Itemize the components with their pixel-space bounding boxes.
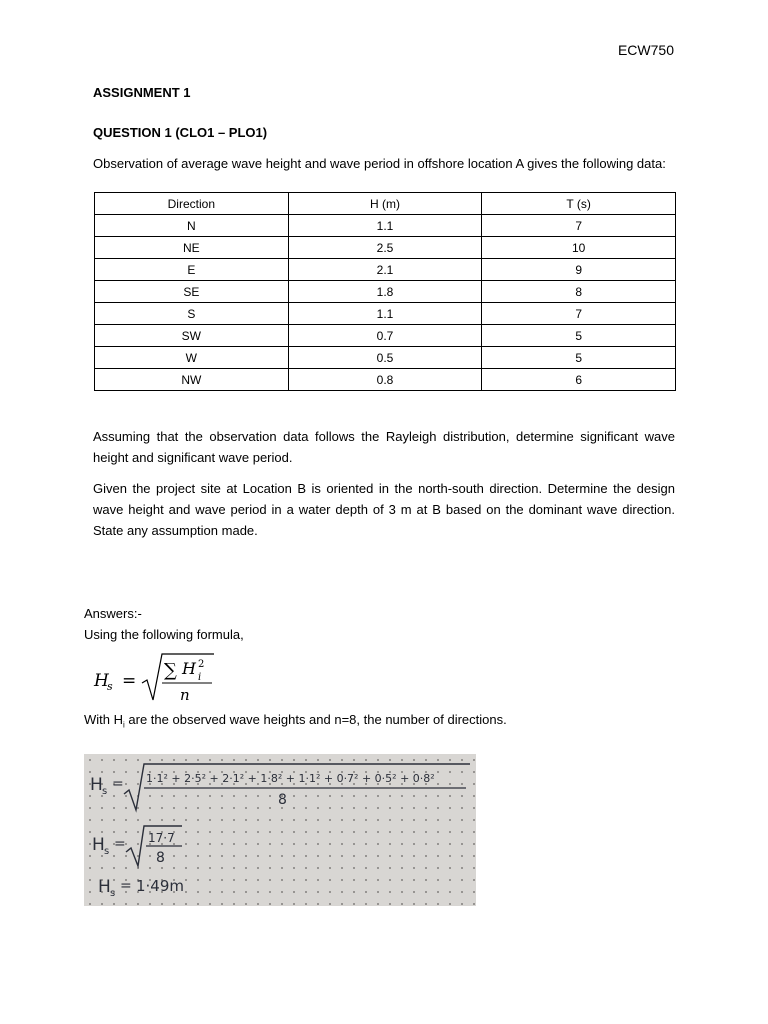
table-row [95, 237, 676, 259]
document-code: ECW750 [617, 42, 674, 58]
hand-denominator-2: 8 [156, 850, 165, 866]
formula-explanation [84, 712, 507, 730]
cell-direction: SE [95, 281, 289, 303]
hand-equals-3: = [120, 878, 132, 894]
cell-direction: SW [95, 325, 289, 347]
formula-var: H [182, 659, 196, 678]
explanation-suffix: are the observed wave heights and n=8, the number of directions. [124, 712, 507, 727]
table-row [95, 369, 676, 391]
formula-lhs: H [94, 671, 109, 691]
question-part-a: Assuming that the observation data follows the Rayleigh distribution, determine significant wave height and significant wave period. [93, 429, 675, 465]
table-row [95, 215, 676, 237]
explanation-subscript: i [123, 720, 125, 730]
cell-direction: W [95, 347, 289, 369]
hand-equals-2: = [114, 836, 126, 852]
cell-period: 10 [482, 237, 676, 259]
table-row [95, 281, 676, 303]
cell-height: 2.5 [288, 237, 482, 259]
cell-period: 5 [482, 347, 676, 369]
table-row [95, 303, 676, 325]
formula-intro: Using the following formula, [84, 627, 244, 642]
cell-period: 7 [482, 303, 676, 325]
formula-lhs-sub: s [107, 680, 113, 693]
hand-denominator-1: 8 [278, 792, 287, 808]
cell-direction: NW [95, 369, 289, 391]
cell-period: 6 [482, 369, 676, 391]
formula-sum: ∑ [164, 660, 177, 681]
explanation-prefix: With H [84, 712, 123, 727]
cell-period: 8 [482, 281, 676, 303]
hand-lhs-sub-3: s [110, 888, 116, 899]
hand-equals-1: = [112, 776, 124, 792]
cell-direction: N [95, 215, 289, 237]
table-row [95, 259, 676, 281]
table-row [95, 325, 676, 347]
cell-height: 0.7 [288, 325, 482, 347]
hand-numerator-2: 17·7 [148, 831, 175, 845]
column-header-period: T (s) [482, 193, 676, 215]
formula-denominator: n [180, 686, 190, 704]
assignment-title: ASSIGNMENT 1 [93, 85, 191, 100]
hand-lhs-2: H [92, 835, 105, 855]
column-header-height: H (m) [288, 193, 482, 215]
hand-numerator-1: 1·1² + 2·5² + 2·1² + 1·8² + 1·1² + 0·7² + 0·5² + 0·8² [146, 772, 435, 785]
hand-lhs-sub-2: s [104, 846, 110, 857]
wave-data-table [94, 192, 676, 391]
hand-result: 1·49m [136, 877, 185, 895]
cell-height: 2.1 [288, 259, 482, 281]
table-header-row [95, 193, 676, 215]
formula-sub: i [198, 672, 202, 683]
cell-period: 9 [482, 259, 676, 281]
hand-lhs-3: H [98, 877, 111, 897]
cell-height: 1.8 [288, 281, 482, 303]
question-part-b: Given the project site at Location B is oriented in the north-south direction. Determine the design wave height and wave period in a water depth of 3 m at B based on the dominant wave direction. State any assumption made. [93, 481, 675, 538]
formula-equals: = [122, 671, 137, 691]
formula-sup: 2 [198, 659, 205, 670]
cell-height: 0.5 [288, 347, 482, 369]
cell-height: 1.1 [288, 303, 482, 325]
question-heading: QUESTION 1 (CLO1 – PLO1) [93, 125, 268, 140]
answers-label: Answers:- [84, 606, 142, 621]
cell-direction: S [95, 303, 289, 325]
cell-direction: NE [95, 237, 289, 259]
cell-height: 0.8 [288, 369, 482, 391]
cell-direction: E [95, 259, 289, 281]
cell-height: 1.1 [288, 215, 482, 237]
cell-period: 5 [482, 325, 676, 347]
significant-wave-height-formula [92, 650, 222, 711]
table-row [95, 347, 676, 369]
intro-text: Observation of average wave height and wave period in offshore location A gives the following data: [93, 156, 666, 171]
cell-period: 7 [482, 215, 676, 237]
handwritten-calculation-photo [84, 754, 476, 906]
column-header-direction: Direction [95, 193, 289, 215]
hand-lhs-1: H [90, 775, 103, 795]
hand-radical-1 [124, 764, 470, 810]
hand-lhs-sub-1: s [102, 786, 108, 797]
